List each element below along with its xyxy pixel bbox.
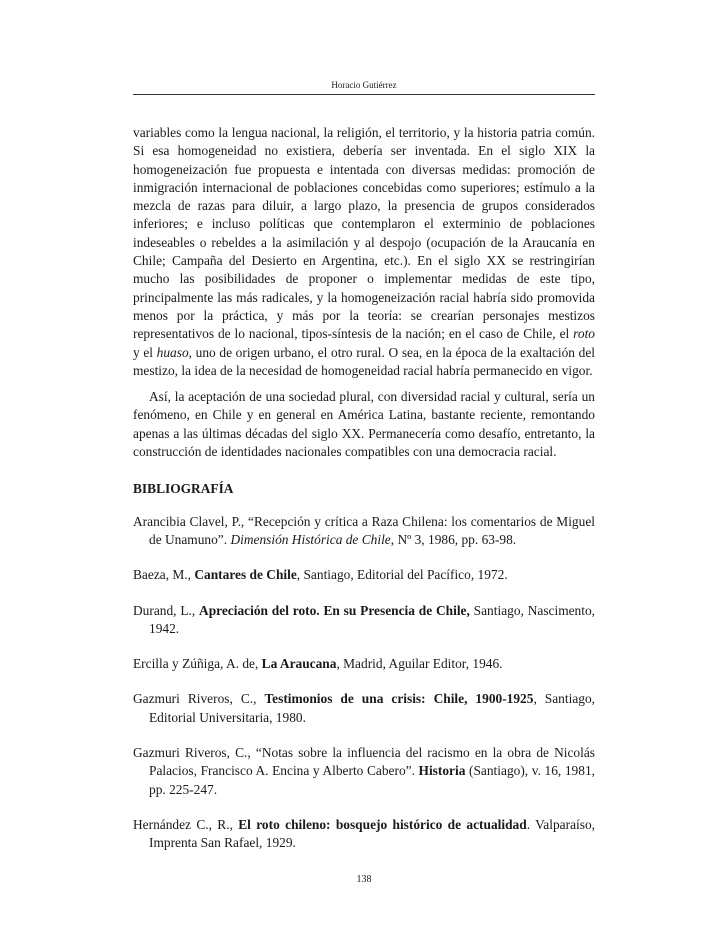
- entry-text: Santiago, Nascimento, 1942.: [149, 602, 596, 636]
- italic-term: huaso: [156, 344, 189, 360]
- bibliography-entry: [133, 655, 595, 673]
- bibliography-entry: [133, 690, 595, 727]
- bibliography-entry: [133, 513, 595, 550]
- entry-title: Dimensión Histórica de Chile: [230, 531, 391, 547]
- entry-text: (Santiago), v. 16, 1981, pp. 225-247.: [149, 763, 595, 797]
- entry-text: Baeza, M.,: [133, 567, 195, 583]
- paragraph-text: variables como la lengua nacional, la religión, el territorio, y la historia patria común. Si esa homogeneidad no existiera, debería ser inventada. En el siglo XIX la homogeneización fue propuesta e intentada con diversas medidas: promoción de inmigración internacional de poblaciones concebidas como superiores; estímulo a la mezcla de razas para diluir, a largo plazo, la presencia de grupos considerados inferiores; e incluso políticas que contemplaron el exterminio de poblaciones indeseables o rebeldes a la asimilación y al despojo (ocupación de la Araucanía en Chile; Campaña del Desierto en Argentina, etc.). En el siglo XX se restringirían mucho las posibilidades de proponer o implementar medidas de este tipo, principalmente las más radicales, y la homogeneización racial habría sido promovida menos por la práctica, y más por la teoría: se crearían personajes mestizos representativos de lo nacional, tipos-síntesis de la nación; en el caso de Chile, el: [133, 125, 595, 342]
- entry-title: Cantares de Chile: [194, 567, 297, 583]
- bibliography-entry: [133, 816, 595, 853]
- page-number: 138: [356, 874, 372, 885]
- entry-text: , Madrid, Aguilar Editor, 1946.: [336, 656, 503, 672]
- entry-title: Apreciación del roto. En su Presencia de Chile,: [199, 602, 470, 618]
- entry-text: Ercilla y Zúñiga, A. de,: [133, 656, 262, 672]
- entry-title: El roto chileno: bosquejo histórico de actualidad: [238, 816, 527, 832]
- entry-text: Arancibia Clavel, P., “Recepción y crítica a Raza Chilena: los comentarios de Miguel de Unamuno”.: [133, 513, 595, 547]
- entry-text: , Santiago, Editorial del Pacífico, 1972.: [296, 567, 508, 583]
- body-paragraph: [133, 124, 595, 380]
- paragraph-text: y el: [133, 344, 157, 360]
- entry-text: , Nº 3, 1986, pp. 63-98.: [390, 531, 517, 547]
- paragraph-text: , uno de origen urbano, el otro rural. O sea, en la época de la exaltación del mestizo, la idea de la necesidad de homogeneidad racial habría permanecido en vigor.: [133, 344, 595, 378]
- entry-title: La Araucana: [261, 656, 337, 672]
- running-header: Horacio Gutiérrez: [331, 80, 397, 90]
- header-rule: [133, 94, 595, 95]
- entry-title: Testimonios de una crisis: Chile, 1900-1925: [264, 691, 534, 707]
- italic-term: roto: [573, 326, 595, 342]
- entry-text: Gazmuri Riveros, C.,: [133, 691, 265, 707]
- entry-title: Historia: [418, 763, 466, 779]
- bibliography-heading: BIBLIOGRAFÍA: [133, 481, 234, 497]
- entry-text: , Santiago, Editorial Universitaria, 1980.: [149, 691, 596, 725]
- body-paragraph: Así, la aceptación de una sociedad plural, con diversidad racial y cultural, sería un fenómeno, en Chile y en general en América Latina, bastante reciente, remontando apenas a las últimas décadas del siglo XX. Permanecería como desafío, entretanto, la construcción de identidades nacionales compatibles con una democracia racial.: [133, 389, 595, 460]
- entry-text: . Valparaíso, Imprenta San Rafael, 1929.: [149, 816, 595, 851]
- bibliography-entry: [133, 602, 595, 639]
- entry-text: Hernández C., R.,: [133, 816, 239, 832]
- page-body: [133, 124, 595, 853]
- entry-text: Gazmuri Riveros, C., “Notas sobre la influencia del racismo en la obra de Nicolás Palacios, Francisco A. Encina y Alberto Cabero”.: [133, 745, 595, 779]
- bibliography-entry: [133, 744, 595, 799]
- bibliography-entry: [133, 566, 595, 584]
- entry-text: Durand, L.,: [133, 602, 200, 618]
